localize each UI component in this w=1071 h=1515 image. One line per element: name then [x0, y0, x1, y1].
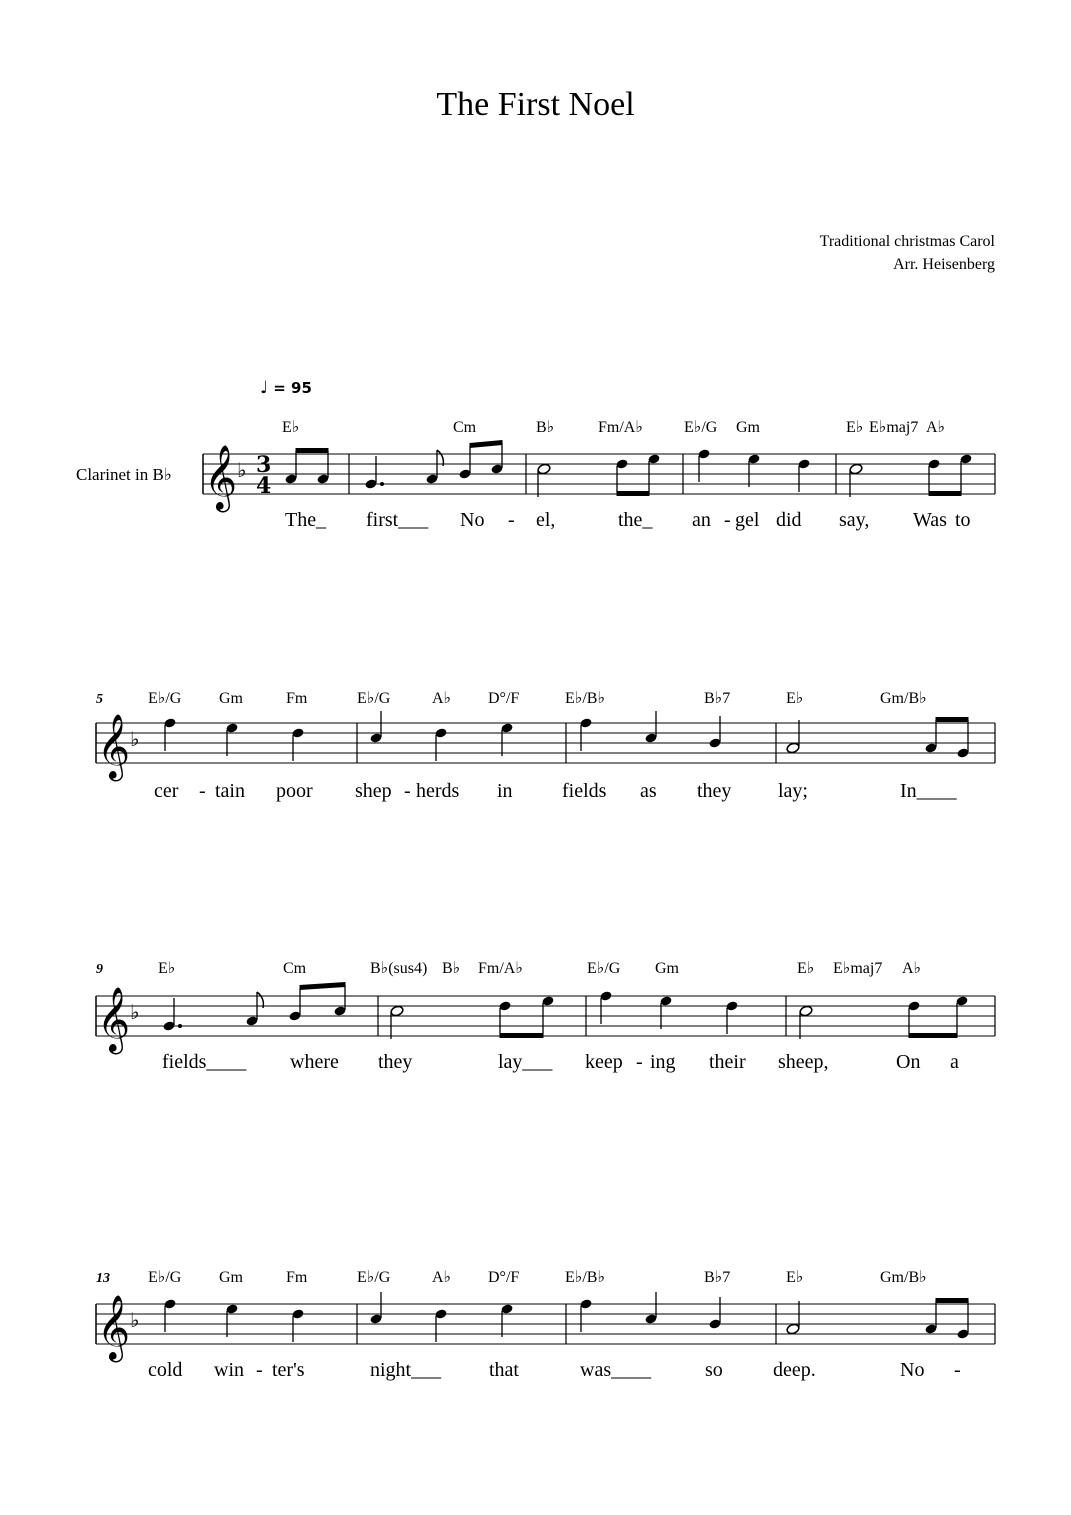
system-2	[96, 690, 995, 802]
lyric-syllable: was____	[580, 1359, 652, 1381]
chord-symbol: E♭	[797, 960, 815, 977]
chord-symbol: E♭/G	[148, 690, 182, 707]
lyric-syllable: in	[497, 780, 513, 802]
lyric-syllable: ing	[650, 1051, 676, 1073]
chord-symbol: Fm/A♭	[598, 419, 643, 436]
lyric-hyphen: -	[636, 1051, 643, 1073]
lyric-syllable: No	[460, 509, 485, 531]
measure-number: 9	[96, 962, 103, 977]
chord-symbols	[282, 419, 945, 436]
chord-symbol: B♭	[536, 419, 555, 436]
lyric-syllable: say,	[839, 509, 870, 531]
chord-symbol: E♭/G	[357, 1269, 391, 1286]
lyric-syllable: herds	[416, 780, 460, 802]
chord-symbol: B♭(sus4)	[370, 960, 428, 977]
lyric-syllable: a	[950, 1051, 959, 1073]
chord-symbol: A♭	[432, 1269, 452, 1286]
lyric-syllable: they	[378, 1051, 413, 1073]
lyric-syllable: ter's	[272, 1359, 305, 1381]
chord-symbol: E♭	[786, 690, 804, 707]
lyric-hyphen: -	[954, 1359, 961, 1381]
time-signature-bottom: 4	[256, 473, 272, 499]
lyric-syllable: Was	[913, 509, 947, 531]
lyrics	[148, 1359, 961, 1381]
chord-symbol: E♭/G	[148, 1269, 182, 1286]
chord-symbol: Gm	[736, 419, 760, 436]
lyric-syllable: cold	[148, 1359, 183, 1381]
chord-symbol: B♭7	[704, 1269, 731, 1286]
chord-symbol: Gm	[655, 960, 679, 977]
chord-symbol: E♭/G	[587, 960, 621, 977]
chord-symbol: E♭	[786, 1269, 804, 1286]
lyric-syllable: lay___	[498, 1051, 553, 1073]
score-title: The First Noel	[436, 86, 635, 123]
flat-key-signature-icon: ♭	[130, 727, 140, 751]
arranger-line: Arr. Heisenberg	[893, 256, 995, 273]
lyric-syllable: where	[290, 1051, 339, 1073]
lyrics	[154, 780, 958, 802]
treble-clef-icon: 𝄞	[97, 1295, 131, 1360]
lyric-syllable: cer	[154, 780, 179, 802]
treble-clef-icon: 𝄞	[204, 445, 238, 510]
chord-symbol: Gm	[219, 1269, 243, 1286]
composer-line: Traditional christmas Carol	[819, 233, 995, 250]
lyric-syllable: shep	[355, 780, 392, 802]
lyric-syllable: el,	[536, 509, 556, 531]
lyric-syllable: an	[692, 509, 711, 531]
treble-clef-icon: 𝄞	[97, 714, 131, 779]
lyric-hyphen: -	[199, 780, 206, 802]
lyric-hyphen: -	[724, 509, 731, 531]
lyric-syllable: tain	[215, 780, 245, 802]
chord-symbol: E♭/B♭	[565, 1269, 605, 1286]
chord-symbol: Fm/A♭	[478, 960, 523, 977]
lyric-syllable: as	[640, 780, 657, 802]
lyric-syllable: No	[900, 1359, 925, 1381]
flat-key-signature-icon: ♭	[237, 458, 247, 482]
lyric-hyphen: -	[508, 509, 515, 531]
chord-symbol: Cm	[283, 960, 307, 977]
chord-symbol: A♭	[926, 419, 946, 436]
lyric-syllable: fields____	[162, 1051, 247, 1073]
lyric-syllable: keep	[585, 1051, 623, 1073]
chord-symbol: D°/F	[488, 690, 520, 707]
chord-symbol: E♭/B♭	[565, 690, 605, 707]
lyric-syllable: fields	[562, 780, 607, 802]
lyric-syllable: they	[697, 780, 732, 802]
lyrics	[162, 1051, 959, 1073]
lyric-hyphen: -	[256, 1359, 263, 1381]
lyric-syllable: their	[709, 1051, 746, 1073]
chord-symbol: E♭	[158, 960, 176, 977]
tempo-value: = 95	[273, 379, 312, 397]
lyric-syllable: did	[776, 509, 802, 531]
lyric-syllable: that	[489, 1359, 519, 1381]
chord-symbol: D°/F	[488, 1269, 520, 1286]
lyric-syllable: The_	[285, 509, 327, 531]
chord-symbol: Gm/B♭	[880, 690, 927, 707]
staff-lines	[203, 454, 995, 494]
chord-symbol: A♭	[432, 690, 452, 707]
chord-symbol: Fm	[286, 1269, 308, 1286]
chord-symbol: E♭maj7	[869, 419, 919, 436]
lyric-syllable: gel	[735, 509, 760, 531]
chord-symbol: E♭	[846, 419, 864, 436]
lyric-syllable: the_	[618, 509, 653, 531]
lyric-syllable: first___	[366, 509, 429, 531]
chord-symbol: E♭maj7	[833, 960, 883, 977]
chord-symbols	[158, 960, 921, 977]
instrument-name: Clarinet in B♭	[76, 465, 172, 484]
chord-symbol: E♭/G	[684, 419, 718, 436]
chord-symbol: A♭	[902, 960, 922, 977]
lyric-syllable: sheep,	[778, 1051, 829, 1073]
lyrics	[285, 509, 971, 531]
measure-number: 13	[96, 1271, 110, 1286]
lyric-syllable: deep.	[773, 1359, 816, 1381]
lyric-syllable: In____	[900, 780, 957, 802]
chord-symbol: B♭	[442, 960, 461, 977]
lyric-syllable: win	[214, 1359, 244, 1381]
system-1	[76, 419, 995, 531]
flat-key-signature-icon: ♭	[130, 1308, 140, 1332]
chord-symbol: E♭	[282, 419, 300, 436]
chord-symbol: E♭/G	[357, 690, 391, 707]
chord-symbols	[148, 1269, 927, 1286]
lyric-syllable: poor	[276, 780, 313, 802]
lyric-syllable: to	[955, 509, 971, 531]
chord-symbol: Gm/B♭	[880, 1269, 927, 1286]
time-signature-top: 3	[256, 452, 272, 478]
lyric-syllable: lay;	[778, 780, 808, 802]
quarter-note-icon: ♩	[260, 378, 269, 398]
lyric-syllable: night___	[370, 1359, 442, 1381]
notes	[162, 982, 968, 1039]
chord-symbol: B♭7	[704, 690, 731, 707]
chord-symbol: Cm	[453, 419, 477, 436]
system-4	[96, 1269, 995, 1381]
chord-symbol: Fm	[286, 690, 308, 707]
flat-key-signature-icon: ♭	[130, 1000, 140, 1024]
chord-symbols	[148, 690, 927, 707]
notes	[284, 440, 972, 497]
treble-clef-icon: 𝄞	[97, 987, 131, 1052]
lyric-syllable: so	[705, 1359, 723, 1381]
lyric-syllable: On	[896, 1051, 921, 1073]
lyric-hyphen: -	[404, 780, 411, 802]
system-3	[96, 960, 995, 1073]
measure-number: 5	[96, 692, 103, 707]
chord-symbol: Gm	[219, 690, 243, 707]
